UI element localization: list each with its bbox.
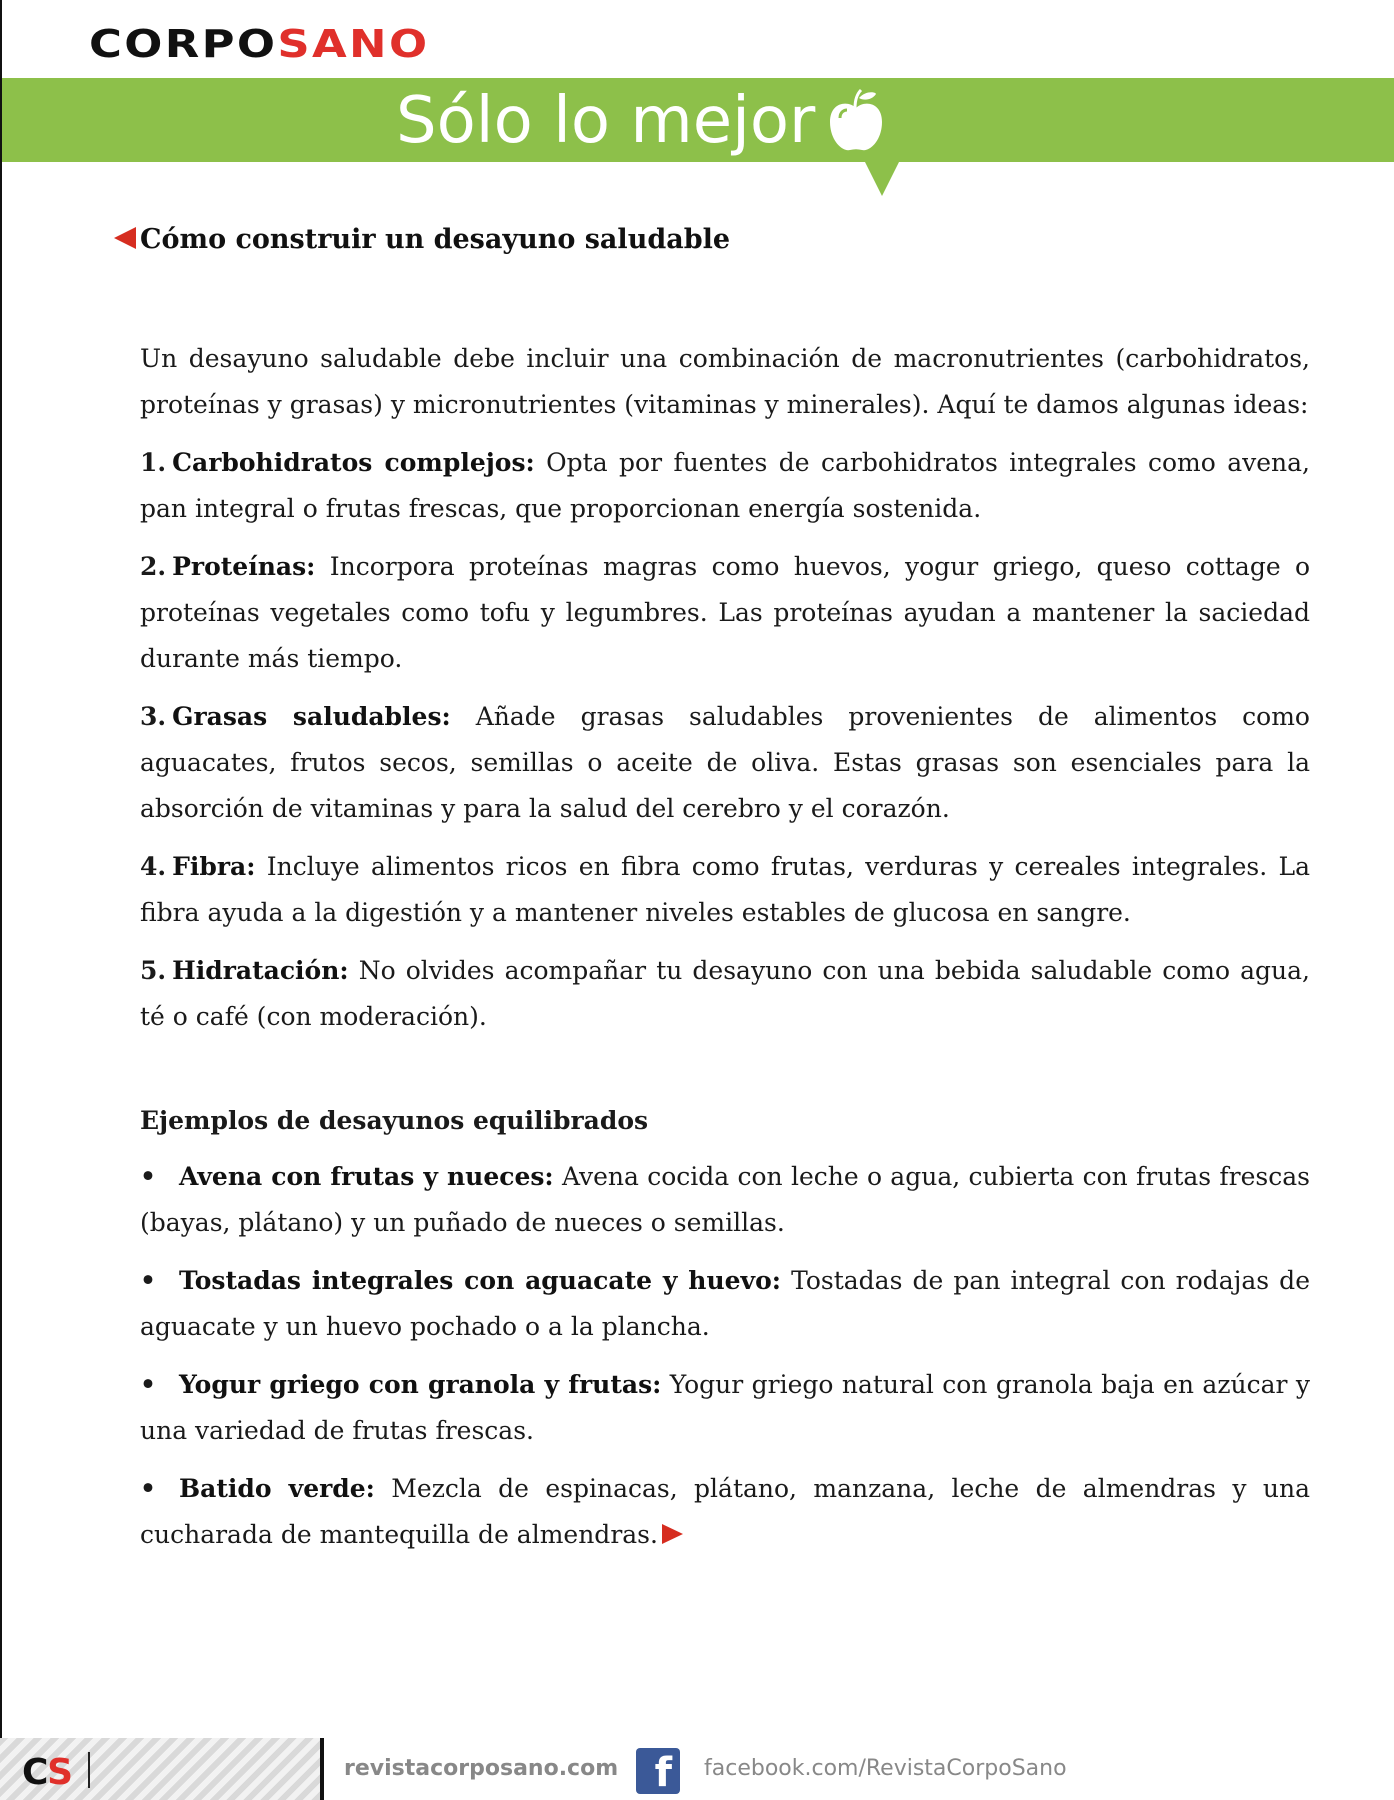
- item-text: Incorpora proteínas magras como huevos, yogur griego, queso cottage o proteínas vegetales como tofu y legumbres. Las proteínas ayudan a mantener la saciedad durante más tiempo.: [140, 552, 1310, 673]
- item-term: Grasas saludables:: [172, 702, 451, 731]
- example-term: Avena con frutas y nueces:: [179, 1162, 554, 1191]
- example-text: Avena cocida con leche o agua, cubierta con frutas frescas (bayas, plátano) y un puñado de nueces o semillas.: [140, 1162, 1310, 1237]
- examples-heading: Ejemplos de desayunos equilibrados: [140, 1106, 649, 1135]
- page-footer: [0, 1738, 1394, 1800]
- intro-paragraph: Un desayuno saludable debe incluir una combinación de macronutrientes (carbohidratos, proteínas y grasas) y micronutrientes (vitaminas y minerales). Aquí te damos algunas ideas:: [140, 344, 1310, 419]
- example-text: Yogur griego natural con granola baja en azúcar y una variedad de frutas frescas.: [140, 1370, 1310, 1445]
- item-text: No olvides acompañar tu desayuno con una bebida saludable como agua, té o café (con moderación).: [140, 956, 1310, 1031]
- example-item: [140, 1466, 1310, 1558]
- article-title: [114, 224, 730, 255]
- cs-logo-s: S: [47, 1752, 72, 1793]
- banner-title: Sólo lo mejor: [396, 84, 816, 158]
- example-item: [140, 1362, 1310, 1454]
- item-number: 4.: [140, 852, 167, 881]
- logo-corpo: CORPO: [89, 22, 278, 66]
- page-left-rule: [0, 0, 2, 1800]
- facebook-link[interactable]: facebook.com/RevistaCorpoSano: [704, 1756, 1067, 1781]
- apple-icon: [826, 88, 886, 154]
- footer-divider: [320, 1738, 324, 1800]
- item-number: 2.: [140, 552, 167, 581]
- list-item: [140, 544, 1310, 682]
- example-item: [140, 1154, 1310, 1246]
- corposano-logo: [89, 22, 429, 66]
- item-term: Fibra:: [172, 852, 256, 881]
- item-text: Añade grasas saludables provenientes de alimentos como aguacates, frutos secos, semillas o aceite de oliva. Estas grasas son esenciales para la absorción de vitaminas y para la salud del cerebro y el corazón.: [140, 702, 1310, 823]
- cs-logo: [22, 1752, 71, 1793]
- example-text: Mezcla de espinacas, plátano, manzana, leche de almendras y una cucharada de mantequilla de almendras.: [140, 1474, 1310, 1549]
- logo-sano: SANO: [277, 22, 430, 66]
- item-term: Hidratación:: [172, 956, 349, 985]
- list-item: [140, 694, 1310, 832]
- example-item: [140, 1258, 1310, 1350]
- facebook-icon[interactable]: f: [636, 1748, 680, 1794]
- item-number: 5.: [140, 956, 167, 985]
- arrow-left-icon: [114, 227, 136, 249]
- item-term: Proteínas:: [172, 552, 316, 581]
- article-title-text: Cómo construir un desayuno saludable: [140, 224, 731, 255]
- website-link[interactable]: revistacorposano.com: [344, 1756, 619, 1781]
- cs-logo-c: C: [22, 1752, 48, 1793]
- bullet: •: [140, 1266, 156, 1295]
- bullet: •: [140, 1474, 156, 1503]
- bullet: •: [140, 1370, 156, 1399]
- example-text: Tostadas de pan integral con rodajas de aguacate y un huevo pochado o a la plancha.: [140, 1266, 1310, 1341]
- item-term: Carbohidratos complejos:: [172, 448, 535, 477]
- list-item: [140, 948, 1310, 1040]
- item-text: Incluye alimentos ricos en fibra como frutas, verduras y cereales integrales. La fibra ayuda a la digestión y a mantener niveles estables de glucosa en sangre.: [140, 852, 1310, 927]
- example-term: Batido verde:: [179, 1474, 375, 1503]
- example-term: Tostadas integrales con aguacate y huevo:: [179, 1266, 781, 1295]
- article-body: [140, 336, 1310, 1570]
- arrow-right-icon: [662, 1524, 683, 1544]
- list-item: [140, 844, 1310, 936]
- item-text: Opta por fuentes de carbohidratos integrales como avena, pan integral o frutas frescas, que proporcionan energía sostenida.: [140, 448, 1310, 523]
- list-item: [140, 440, 1310, 532]
- item-number: 3.: [140, 702, 167, 731]
- item-number: 1.: [140, 448, 167, 477]
- banner-pointer: [864, 160, 900, 196]
- example-term: Yogur griego con granola y frutas:: [179, 1370, 662, 1399]
- cs-divider: [88, 1752, 90, 1788]
- bullet: •: [140, 1162, 156, 1191]
